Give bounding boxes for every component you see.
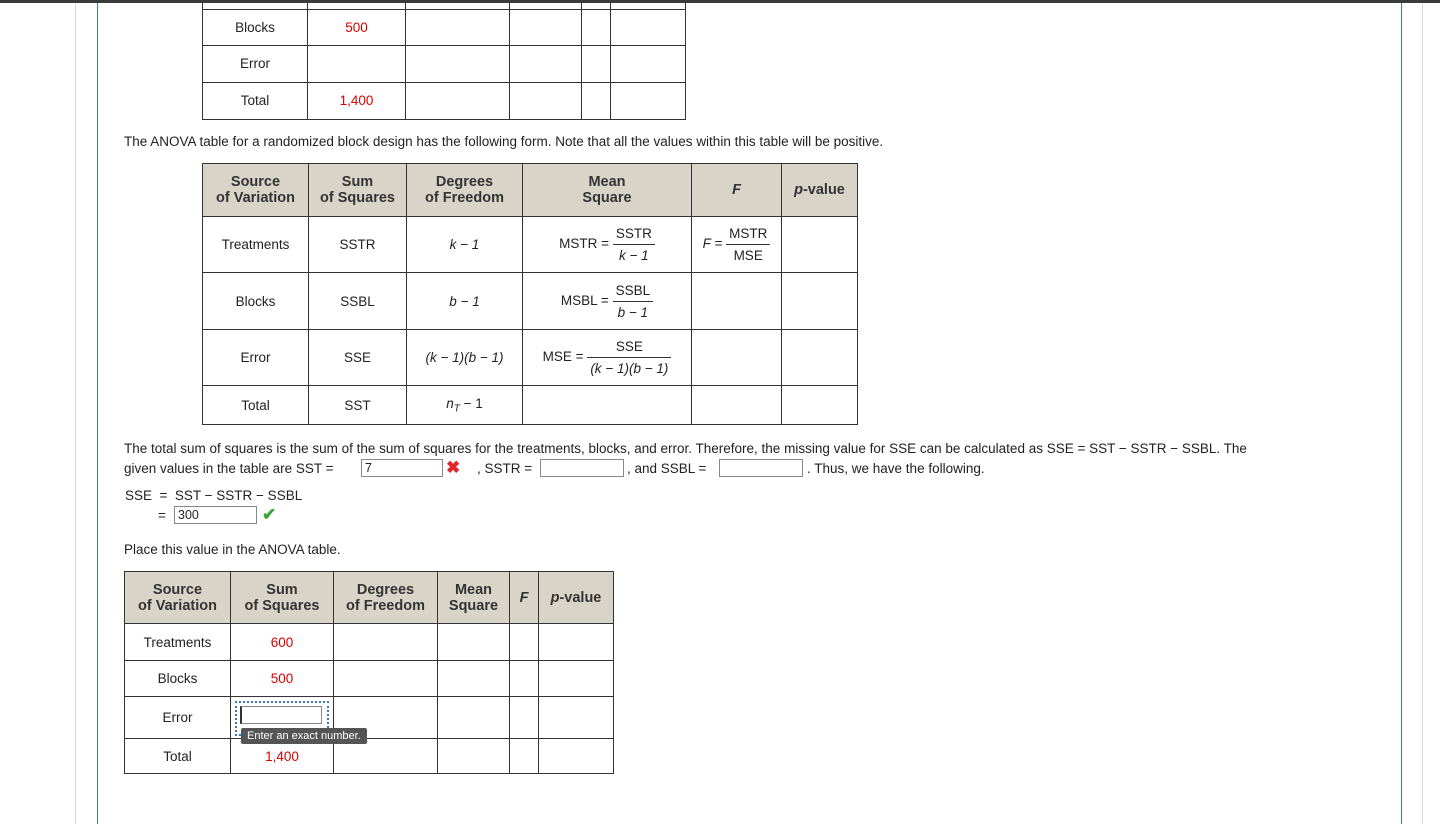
header-f: F [510, 572, 539, 624]
f-formula: F = $\frac{\text{MSTR}}{\text{MSE}}$ [692, 217, 782, 273]
row-label-total: Total [203, 386, 309, 425]
explanation-line-2c: , and SSBL = [627, 461, 707, 476]
df-blocks: b − 1 [407, 273, 523, 330]
table-row [203, 386, 858, 425]
anova-form-table [202, 163, 858, 425]
header-ss: Sum of Squares [231, 572, 334, 624]
df-total: $n_T - 1$ [407, 386, 523, 425]
row-label-blocks: Blocks [125, 661, 231, 697]
table-row [203, 217, 858, 273]
sse-answer-input[interactable]: 300 [174, 506, 257, 524]
sstr-input[interactable] [540, 459, 624, 477]
page-guide-right-inner [1401, 3, 1402, 824]
header-f: F [692, 164, 782, 217]
row-label-error: Error [125, 697, 231, 739]
incorrect-cross-icon: ✖ [446, 458, 461, 477]
row-label-treatments: Treatments [125, 624, 231, 661]
explanation-line-2b: , SSTR = [477, 461, 533, 476]
sst-input[interactable]: 7 [361, 459, 443, 477]
table-row [125, 624, 614, 661]
ms-treatments: MSTR = $\frac{\text{SSTR}}{k - 1}$ [523, 217, 692, 273]
anova-answer-table [124, 571, 614, 774]
ss-error [308, 45, 406, 82]
df-treatments: k − 1 [407, 217, 523, 273]
row-label-blocks: Blocks [203, 9, 308, 45]
ss-blocks: SSBL [309, 273, 407, 330]
row-label-blocks: Blocks [203, 273, 309, 330]
ss-blocks: 500 [308, 9, 406, 45]
header-source: Source of Variation [203, 164, 309, 217]
row-label-total: Total [203, 82, 308, 119]
table-row [203, 330, 858, 386]
ss-treatments: 600 [231, 624, 334, 661]
row-label-error: Error [203, 330, 309, 386]
ss-error-input[interactable] [240, 706, 322, 724]
equation-equals: = [158, 508, 166, 523]
table-row [203, 45, 686, 82]
explanation-line-2a: given values in the table are SST = [124, 461, 334, 476]
page-guide-left-outer [75, 3, 76, 824]
header-ms: Mean Square [523, 164, 692, 217]
row-label-total: Total [125, 739, 231, 774]
header-df: Degrees of Freedom [407, 164, 523, 217]
row-label-error: Error [203, 45, 308, 82]
ss-blocks: 500 [231, 661, 334, 697]
ms-error: MSE = $\frac{\text{SSE}}{(k - 1)(b - 1)}$ [523, 330, 692, 386]
table-row [203, 273, 858, 330]
page-guide-left-inner [97, 3, 98, 824]
input-tooltip: Enter an exact number. [241, 728, 367, 744]
ss-error: SSE [309, 330, 407, 386]
place-value-text: Place this value in the ANOVA table. [124, 542, 341, 557]
correct-check-icon: ✔ [262, 505, 277, 524]
header-pvalue: p-value [539, 572, 614, 624]
ss-total: 1,400 [308, 82, 406, 119]
header-ss: Sum of Squares [309, 164, 407, 217]
page-guide-right-outer [1422, 3, 1423, 824]
header-row [125, 572, 614, 624]
header-row [203, 164, 858, 217]
sse-equation: SSE = SST − SSTR − SSBL [125, 488, 303, 503]
intro-text: The ANOVA table for a randomized block design has the following form. Note that all the values within this table will be positive. [124, 134, 884, 149]
header-pvalue: p-value [782, 164, 858, 217]
table-row [203, 2, 686, 9]
table-row [125, 661, 614, 697]
table-row [203, 9, 686, 45]
ms-blocks: MSBL = $\frac{\text{SSBL}}{b - 1}$ [523, 273, 692, 330]
df-error: (k − 1)(b − 1) [407, 330, 523, 386]
header-df: Degrees of Freedom [334, 572, 438, 624]
ss-total: SST [309, 386, 407, 425]
top-anova-table [202, 2, 686, 120]
table-row [203, 82, 686, 119]
header-ms: Mean Square [438, 572, 510, 624]
table-row [125, 697, 614, 739]
table-row [125, 739, 614, 774]
ss-treatments: SSTR [309, 217, 407, 273]
row-label-treatments: Treatments [203, 217, 309, 273]
ss-total: 1,400 [231, 739, 334, 774]
header-source: Source of Variation [125, 572, 231, 624]
explanation-line-2d: . Thus, we have the following. [807, 461, 985, 476]
explanation-line-1: The total sum of squares is the sum of the sum of squares for the treatments, blocks, and error. Therefore, the missing value for SSE can be calculated as SSE = SST − SSTR − SSBL. The [124, 441, 1247, 456]
ssbl-input[interactable] [719, 459, 803, 477]
